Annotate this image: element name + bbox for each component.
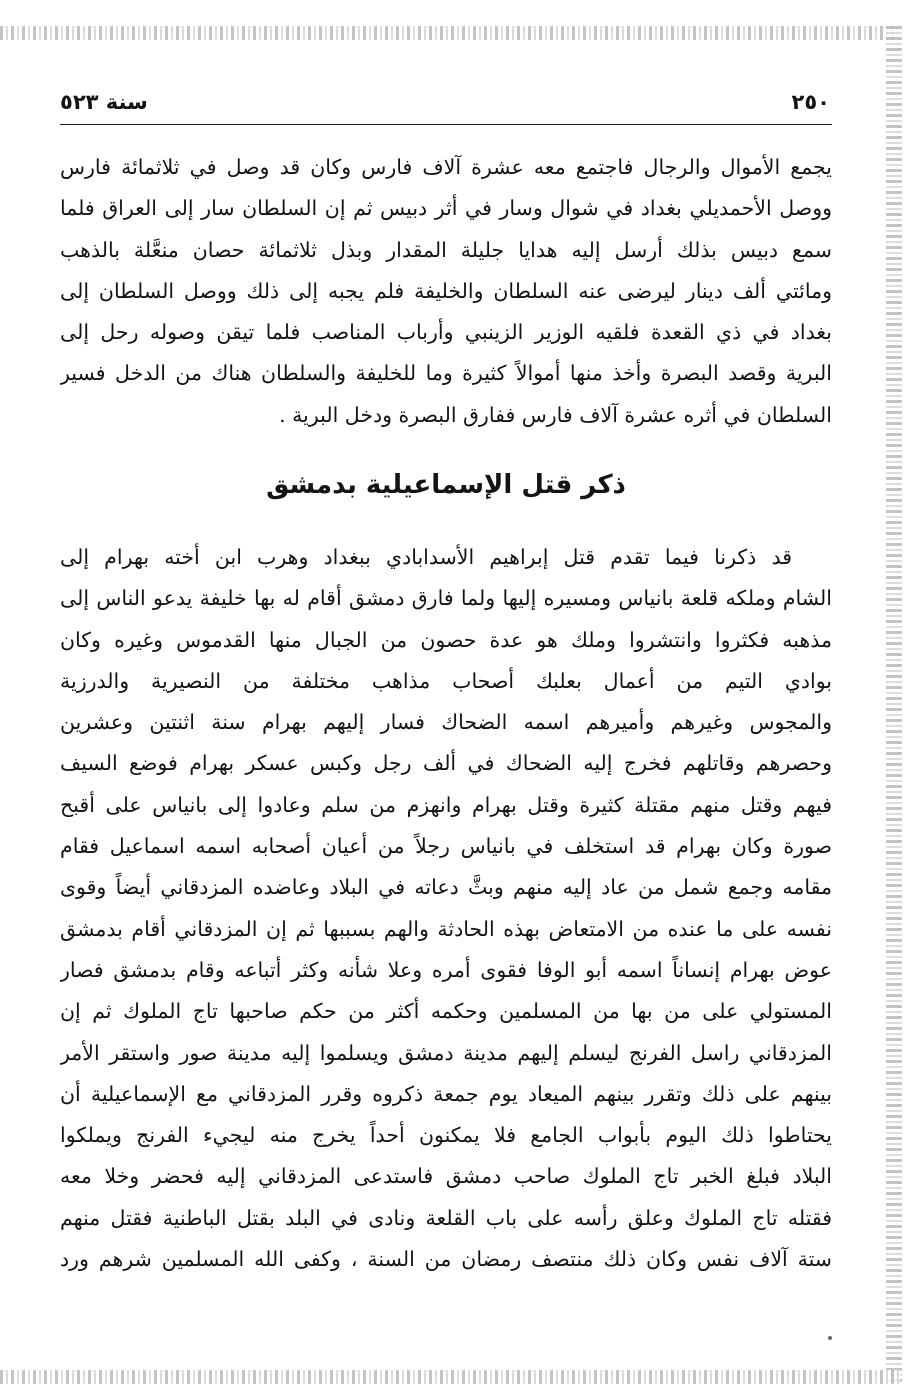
text-line: وحصرهم وقاتلهم فخرج إليه الضحاك في ألف رجل وكبس عسكر بهرام فوضع السيف <box>60 751 832 776</box>
text-line: قد ذكرنا فيما تقدم قتل إبراهيم الأسدابادي ببغداد وهرب ابن أخته بهرام إلى <box>60 545 792 569</box>
text-line: مقامه وجمع شمل من عاد إليه منهم وبثَّ دعاته في البلاد وعاضده المزدقاني أيضاً وقوى <box>60 875 832 900</box>
text-line: الشام وملكه قلعة بانياس ومسيره إليها ولما فارق دمشق أقام له بها خليفة يدعو الناس إلى <box>60 586 832 611</box>
text-line: البرية وقصد البصرة وأخذ منها أموالاً كثيرة وما للخليفة والسلطان هناك من الدخل فسير <box>60 361 832 386</box>
text-line: البلاد فبلغ الخبر تاج الملوك صاحب دمشق فاستدعى المزدقاني إليه فحضر وخلا معه <box>60 1164 832 1189</box>
page-number: ٢٥٠ <box>791 90 830 114</box>
paragraph-2 <box>60 537 832 1280</box>
text-line: مذهبه فكثروا وانتشروا وملك هو عدة حصون من الجبال منها القدموس وغيره وكان <box>60 627 832 652</box>
text-line: سمع دبيس بذلك أرسل إليه هدايا جليلة المقدار وبذل ثلاثمائة حصان منعَّلة بالذهب <box>60 237 832 262</box>
text-line: نفسه على ما عنده من الامتعاض بهذه الحادثة والهم بسببها ثم إن المزدقاني أقام بدمشق <box>60 916 832 941</box>
text-line: المزدقاني راسل الفرنج ليسلم إليهم مدينة دمشق ويسلموا إليه مدينة صور واستقر الأمر <box>60 1040 832 1065</box>
paragraph-1 <box>60 147 832 436</box>
running-head-year: سنة ٥٢٣ <box>60 90 148 114</box>
text-line: عوض بهرام إنساناً اسمه أبو الوفا فقوى أمره وعلا شأنه وكثر أتباعه وقام بدمشق فصار <box>60 957 832 982</box>
right-ornament-border <box>886 26 902 1384</box>
bottom-ornament-border <box>0 1370 900 1384</box>
page-header <box>60 90 830 120</box>
text-line: فيهم وقتل منهم مقتلة كثيرة وقتل بهرام وانهزم من سلم وعادوا إلى بانياس على أقبح <box>60 792 832 817</box>
text-line: يحتاطوا ذلك اليوم بأبواب الجامع فلا يمكنون أحداً يخرج منه ليجيء الفرنج ويملكوا <box>60 1123 832 1148</box>
text-line: ستة آلاف نفس وكان ذلك منتصف رمضان من السنة ، وكفى الله المسلمين شرهم ورد <box>60 1247 832 1272</box>
text-line: بينهم على ذلك وتقرر بينهم الميعاد يوم جمعة ذكروه وقرر المزدقاني مع الإسماعيلية أن <box>60 1081 832 1106</box>
text-line: ومائتي ألف دينار ليرضى عنه السلطان والخليفة فلم يجبه إلى ذلك ووصل السلطان إلى <box>60 278 832 303</box>
scan-speck <box>828 1336 832 1340</box>
header-rule <box>60 124 832 125</box>
text-line: بغداد في ذي القعدة فلقيه الوزير الزينبي وأرباب المناصب فلما تيقن وصوله رحل إلى <box>60 320 832 345</box>
text-line: يجمع الأموال والرجال فاجتمع معه عشرة آلاف فارس وكان قد وصل في ثلاثمائة فارس <box>60 155 832 179</box>
text-line: المستولي على من بها من المسلمين وحكمه أكثر من حكم صاحبها تاج الملوك ثم إن <box>60 999 832 1024</box>
text-line: بوادي التيم من أعمال بعلبك أصحاب مذاهب مختلفة من النصيرية والدرزية <box>60 668 832 693</box>
top-ornament-border <box>0 26 900 40</box>
text-line: السلطان في أثره عشرة آلاف فارس ففارق البصرة ودخل البرية . <box>279 402 832 427</box>
text-line: صورة وكان بهرام قد استخلف في بانياس رجلاً من أعيان أصحابه اسمه اسماعيل فقام <box>60 834 832 859</box>
text-line: والمجوس وغيرهم وأميرهم اسمه الضحاك فسار إليهم بهرام سنة اثنتين وعشرين <box>60 710 832 735</box>
text-line: ووصل الأحمديلي بغداد في شوال وسار في أثر دبيس ثم إن السلطان سار إلى العراق فلما <box>60 196 832 221</box>
text-line: فقتله تاج الملوك وعلق رأسه على باب القلعة ونادى في البلد بقتل الباطنية فقتل منهم <box>60 1205 832 1230</box>
section-title: ذكر قتل الإسماعيلية بدمشق <box>266 470 626 500</box>
